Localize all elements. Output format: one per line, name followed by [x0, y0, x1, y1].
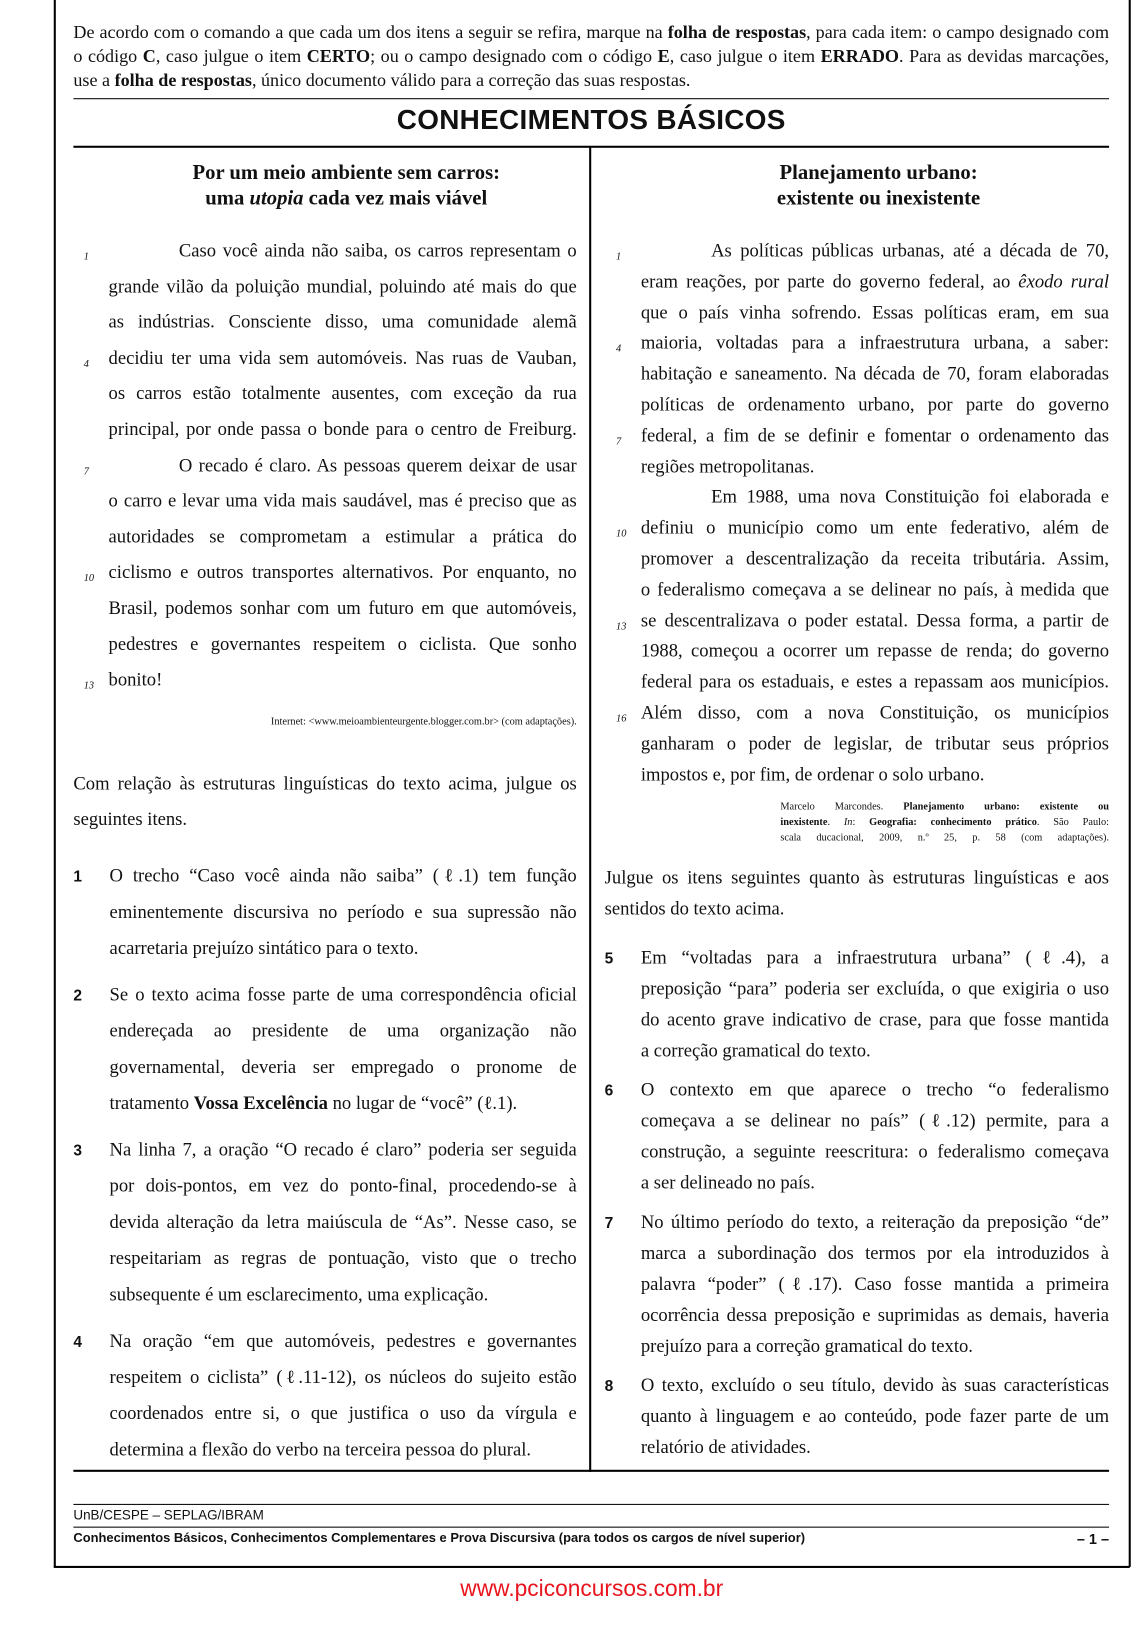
text-line	[641, 577, 1109, 608]
text-segment: subsequente é um esclarecimento, uma explicação.	[109, 1283, 489, 1305]
line-number: 13	[83, 680, 95, 692]
page-number: – 1 –	[1076, 1530, 1110, 1548]
text-segment: a ser delineado no país.	[640, 1172, 815, 1193]
text-line	[641, 546, 1109, 577]
text-segment: ERRADO	[820, 45, 899, 67]
text-segment: In	[843, 816, 853, 828]
text-segment: As políticas públicas urbanas, até a década de 70,	[711, 239, 1110, 261]
text-segment: federal para os estaduais, e estes a repassam aos municípios.	[640, 670, 1110, 692]
text-segment: Caso você ainda não saiba, os carros representam o	[178, 239, 577, 261]
right-intro	[605, 865, 1109, 927]
text-segment: Vossa Excelência	[193, 1092, 328, 1114]
question-item	[605, 1373, 1109, 1466]
item-number: 5	[604, 949, 614, 968]
instructions	[73, 21, 1109, 92]
line-number: 7	[616, 435, 622, 448]
text-segment: scala ducacional, 2009, n.º 25, p. 58 (com adaptações).	[780, 832, 1110, 844]
item-number: 3	[73, 1142, 83, 1160]
text-segment: o carro e levar uma vida mais saudável, mas é preciso que as	[108, 490, 577, 511]
divider	[73, 1470, 1109, 1472]
question-item	[605, 945, 1109, 1069]
text-segment: C	[142, 45, 156, 67]
citation-line	[780, 799, 1109, 815]
item-line	[110, 1090, 577, 1126]
text-segment: eram reações, por parte do governo federal, ao	[640, 270, 1019, 292]
text-segment: relatório de atividades.	[640, 1436, 811, 1458]
item-line	[641, 1077, 1109, 1108]
text-segment: Marcelo Marcondes.	[780, 801, 904, 813]
text-line	[109, 488, 577, 524]
text-segment: se descentralizava o poder estatal. Dessa forma, a partir de	[640, 609, 1110, 631]
text-line	[109, 524, 577, 560]
text-segment: ocorrência dessa preposição e suprimidas as demais, haveria	[640, 1304, 1110, 1326]
text-line	[641, 453, 1109, 484]
citation-line	[780, 814, 1109, 830]
text-segment: ganharam o poder de legislar, de tributar seus próprios	[640, 732, 1110, 754]
question-item	[605, 1209, 1109, 1364]
text-segment: respeitem o ciclista” (ℓ.11-12), os núcleos do sujeito estão	[109, 1366, 577, 1388]
question-item	[73, 982, 576, 1127]
text-line	[109, 417, 577, 453]
text-segment: cada vez mais viável	[303, 187, 488, 210]
question-item	[73, 1328, 576, 1473]
item-line	[110, 899, 577, 935]
text-segment: os carros estão totalmente ausentes, com exceção da rua	[108, 382, 577, 404]
text-segment: endereçada ao presidente de uma organização não	[109, 1020, 577, 1041]
text-line	[641, 269, 1109, 300]
text-segment: Geografia: conhecimento prático	[869, 816, 1037, 828]
text-line	[83, 452, 577, 488]
text-segment: 1988, começou a ocorrer um repasse de renda; do governo	[640, 640, 1110, 661]
item-line	[110, 1282, 577, 1318]
text-segment: , para cada item: o campo designado com o código	[73, 21, 1110, 67]
right-text-body	[616, 238, 1110, 792]
text-line	[83, 667, 577, 703]
item-line	[110, 1401, 577, 1437]
divider	[73, 98, 1109, 99]
text-segment: eminentemente discursiva no período e sua supressão não	[109, 901, 577, 922]
text-segment: utopia	[249, 187, 304, 210]
text-segment: começava a se delinear no país” (ℓ.12) permite, para a	[640, 1110, 1110, 1131]
text-segment: , caso julgue o item	[669, 45, 821, 67]
question-item	[73, 1137, 576, 1318]
text-segment: maioria, voltadas para a infraestrutura urbana, a saber:	[640, 332, 1110, 353]
text-segment: folha de respostas	[667, 21, 807, 43]
item-line	[110, 863, 577, 899]
text-segment: E	[657, 45, 670, 67]
item-number: 7	[604, 1214, 614, 1233]
item-line	[641, 1038, 1109, 1069]
line-number: 13	[616, 620, 627, 633]
footer-exam-title: Conhecimentos Básicos, Conhecimentos Complementares e Prova Discursiva (para todos os cargos de nível superior)	[73, 1530, 806, 1546]
text-segment: preposição “para” poderia ser excluída, o que exigiria o uso	[640, 977, 1110, 999]
text-segment: existente ou inexistente	[776, 187, 981, 210]
item-line	[110, 1364, 577, 1400]
text-segment: a correção gramatical do texto.	[640, 1039, 871, 1061]
text-segment: federal, a fim de se definir e fomentar o ordenamento das	[640, 424, 1110, 446]
text-segment: coordenados entre si, o que justifica o uso da vírgula e	[109, 1402, 577, 1424]
text-segment: grande vilão da poluição mundial, poluindo até mais do que	[108, 275, 577, 297]
text-segment: definiu o município como um ente federativo, além de	[640, 516, 1110, 538]
left-intro	[73, 771, 576, 841]
frame-left-border	[54, 0, 56, 1567]
item-line	[110, 1054, 577, 1090]
text-segment: por dois-pontos, em vez do ponto-final, procedendo-se à	[109, 1175, 577, 1196]
line-number: 4	[616, 343, 622, 355]
text-segment: prejuízo para a correção gramatical do texto.	[640, 1335, 973, 1357]
text-segment: construção, a seguinte reescritura: o federalismo começava	[640, 1141, 1110, 1162]
item-line	[641, 1170, 1109, 1201]
item-number: 1	[73, 868, 83, 886]
text-segment: devida alteração da letra maiúscula de “As”. Nesse caso, se	[109, 1211, 577, 1233]
text-segment: respeitariam as regras de pontuação, visto que o trecho	[109, 1247, 577, 1269]
line-number: 4	[83, 358, 89, 370]
item-line	[641, 1240, 1109, 1271]
left-text-title	[109, 160, 584, 212]
frame-right-border	[1129, 0, 1131, 1567]
text-segment: o federalismo começava a se delinear no país, à medida que	[640, 578, 1110, 600]
text-line	[616, 515, 1110, 546]
item-line	[110, 1173, 577, 1209]
text-segment: impostos e, por fim, de ordenar o solo urbano.	[640, 763, 985, 785]
item-line	[641, 976, 1109, 1007]
item-line	[641, 1373, 1109, 1404]
item-line	[641, 945, 1109, 976]
item-line	[110, 982, 577, 1018]
text-line	[641, 669, 1109, 700]
text-segment: autoridades se comprometam a estimular a prática do	[108, 525, 577, 547]
text-line	[109, 595, 577, 631]
text-segment: De acordo com o comando a que cada um dos itens a seguir se refira, marque na	[73, 21, 668, 43]
text-segment: Se o texto acima fosse parte de uma correspondência oficial	[109, 983, 577, 1005]
text-line	[641, 299, 1109, 330]
item-line	[110, 1437, 577, 1473]
text-segment: governamental, deveria ser empregado o pronome de	[109, 1056, 577, 1078]
watermark-url[interactable]: www.pciconcursos.com.br	[460, 1575, 724, 1602]
item-line	[641, 1209, 1109, 1240]
text-segment: êxodo rural	[1018, 270, 1110, 292]
text-segment: que o país vinha sofrendo. Essas políticas eram, em sua	[640, 301, 1110, 323]
text-segment: principal, por onde passa o bonde para o centro de Freiburg.	[108, 418, 577, 440]
line-number: 1	[83, 251, 89, 263]
text-segment: marca a subordinação dos termos por ela introduzidos à	[640, 1242, 1110, 1264]
title-line: Planejamento urbano:	[779, 161, 978, 184]
footer-org: UnB/CESPE – SEPLAG/IBRAM	[73, 1506, 264, 1523]
text-line	[83, 238, 577, 274]
item-line	[110, 1209, 577, 1245]
left-text-source: Internet: <www.meioambienteurgente.blogger.com.br> (com adaptações).	[270, 716, 577, 728]
question-item	[73, 863, 576, 972]
text-line	[616, 607, 1110, 638]
item-line	[641, 1302, 1109, 1333]
text-segment: políticas de ordenamento urbano, por parte do governo	[640, 393, 1110, 415]
text-segment: , caso julgue o item	[155, 45, 307, 67]
section-title: CONHECIMENTOS BÁSICOS	[396, 104, 786, 136]
line-number: 10	[83, 572, 95, 585]
text-segment: O texto, excluído o seu título, devido às suas características	[640, 1374, 1110, 1396]
footer-exam	[73, 1530, 1110, 1548]
text-line	[109, 309, 577, 345]
text-line	[641, 761, 1109, 792]
text-segment: No último período do texto, a reiteração da preposição “de”	[640, 1211, 1110, 1233]
text-segment: habitação e saneamento. Na década de 70, foram elaboradas	[640, 362, 1110, 384]
text-segment: tratamento	[109, 1092, 194, 1114]
text-segment: O recado é claro. As pessoas querem deixar de usar	[178, 454, 577, 476]
right-text-citation	[780, 799, 1109, 846]
text-line	[83, 345, 577, 381]
text-segment: quanto à linguagem e ao conteúdo, pode fazer parte de um	[640, 1405, 1110, 1427]
left-items	[73, 863, 576, 1483]
text-line	[641, 638, 1109, 669]
text-line	[641, 484, 1109, 515]
divider	[73, 146, 1109, 148]
item-line	[641, 1435, 1109, 1466]
text-segment: determina a flexão do verbo na terceira pessoa do plural.	[109, 1438, 532, 1460]
text-segment: as indústrias. Consciente disso, uma comunidade alemã	[108, 311, 577, 332]
divider	[73, 1527, 1109, 1528]
text-line	[109, 631, 577, 667]
text-segment: :	[852, 816, 870, 828]
divider	[73, 1504, 1109, 1505]
text-segment: regiões metropolitanas.	[640, 455, 815, 477]
item-line	[110, 1137, 577, 1173]
item-line	[641, 1108, 1109, 1139]
text-line	[641, 730, 1109, 761]
text-line	[83, 560, 577, 596]
text-segment: Em “voltadas para a infraestrutura urbana” (ℓ.4), a	[640, 946, 1110, 968]
item-number: 6	[604, 1082, 614, 1100]
text-line	[109, 273, 577, 309]
item-line	[641, 1333, 1109, 1364]
line-number: 1	[616, 251, 622, 263]
citation-line	[780, 830, 1109, 846]
text-line	[616, 423, 1110, 454]
intro-line: Com relação às estruturas linguísticas do texto acima, julgue os	[73, 773, 577, 794]
line-number: 7	[83, 465, 89, 478]
item-line	[110, 1328, 577, 1364]
text-segment: . Para as devidas marcações, use a	[73, 45, 1110, 90]
text-segment: Na oração “em que automóveis, pedestres e governantes	[109, 1330, 577, 1351]
line-number: 16	[616, 713, 627, 725]
item-line	[110, 1245, 577, 1281]
text-segment: O trecho “Caso você ainda não saiba” (ℓ.1) tem função	[109, 865, 577, 886]
text-line	[641, 392, 1109, 423]
question-item	[605, 1077, 1109, 1201]
left-text-body	[83, 238, 577, 703]
text-segment: . São Paulo:	[1036, 816, 1110, 828]
text-segment: Brasil, podemos sonhar com um futuro em que automóveis,	[108, 597, 577, 619]
text-segment: ; ou o campo designado com o código	[370, 45, 658, 67]
text-segment: Na linha 7, a oração “O recado é claro” poderia ser seguida	[109, 1139, 577, 1160]
title-line: Por um meio ambiente sem carros:	[192, 161, 501, 184]
frame-bottom-border	[54, 1566, 1130, 1568]
text-segment: promover a descentralização da receita tributária. Assim,	[640, 547, 1110, 569]
title-line	[641, 186, 1116, 212]
text-segment: no lugar de “você” (ℓ.1).	[327, 1092, 518, 1114]
item-line	[110, 935, 577, 971]
intro-line: seguintes itens.	[73, 808, 188, 829]
text-segment: Além disso, com a nova Constituição, os municípios	[640, 701, 1110, 723]
text-line	[616, 238, 1110, 269]
text-segment: do acento grave indicativo de crase, para que fosse mantida	[640, 1008, 1110, 1030]
item-line	[641, 1139, 1109, 1170]
right-text-title	[641, 160, 1116, 212]
text-line	[109, 381, 577, 417]
text-line	[641, 361, 1109, 392]
text-segment: acarretaria prejuízo sintático para o texto.	[109, 937, 419, 959]
text-segment: bonito!	[108, 668, 163, 690]
line-number: 10	[616, 528, 627, 540]
text-segment: Em 1988, uma nova Constituição foi elaborada e	[711, 486, 1110, 507]
item-line	[110, 1018, 577, 1054]
item-line	[641, 1007, 1109, 1038]
text-segment: .	[827, 816, 844, 828]
text-segment: , único documento válido para a correção das suas respostas.	[251, 69, 691, 90]
item-number: 8	[604, 1377, 614, 1396]
text-segment: pedestres e governantes respeitem o ciclista. Que sonho	[108, 633, 577, 654]
item-line	[641, 1271, 1109, 1302]
text-line	[616, 700, 1110, 731]
text-segment: ciclismo e outros transportes alternativos. Por enquanto, no	[108, 561, 577, 583]
text-segment: O contexto em que aparece o trecho “o federalismo	[640, 1079, 1110, 1100]
text-segment: Planejamento urbano: existente ou	[903, 801, 1110, 813]
text-line	[616, 330, 1110, 361]
right-items	[605, 945, 1109, 1474]
text-segment: inexistente	[780, 816, 828, 828]
text-segment: decidiu ter uma vida sem automóveis. Nas ruas de Vauban,	[108, 347, 577, 368]
title-line	[109, 186, 584, 212]
item-number: 2	[73, 987, 83, 1005]
text-segment: uma	[205, 187, 250, 210]
text-segment: CERTO	[306, 45, 371, 67]
column-divider	[589, 147, 591, 1472]
intro-line: sentidos do texto acima.	[604, 898, 785, 919]
item-number: 4	[73, 1333, 83, 1351]
intro-line: Julgue os itens seguintes quanto às estruturas linguísticas e aos	[604, 867, 1110, 888]
text-segment: palavra “poder” (ℓ.17). Caso fosse mantida a primeira	[640, 1273, 1110, 1295]
text-segment: folha de respostas	[114, 69, 252, 90]
item-line	[641, 1404, 1109, 1435]
